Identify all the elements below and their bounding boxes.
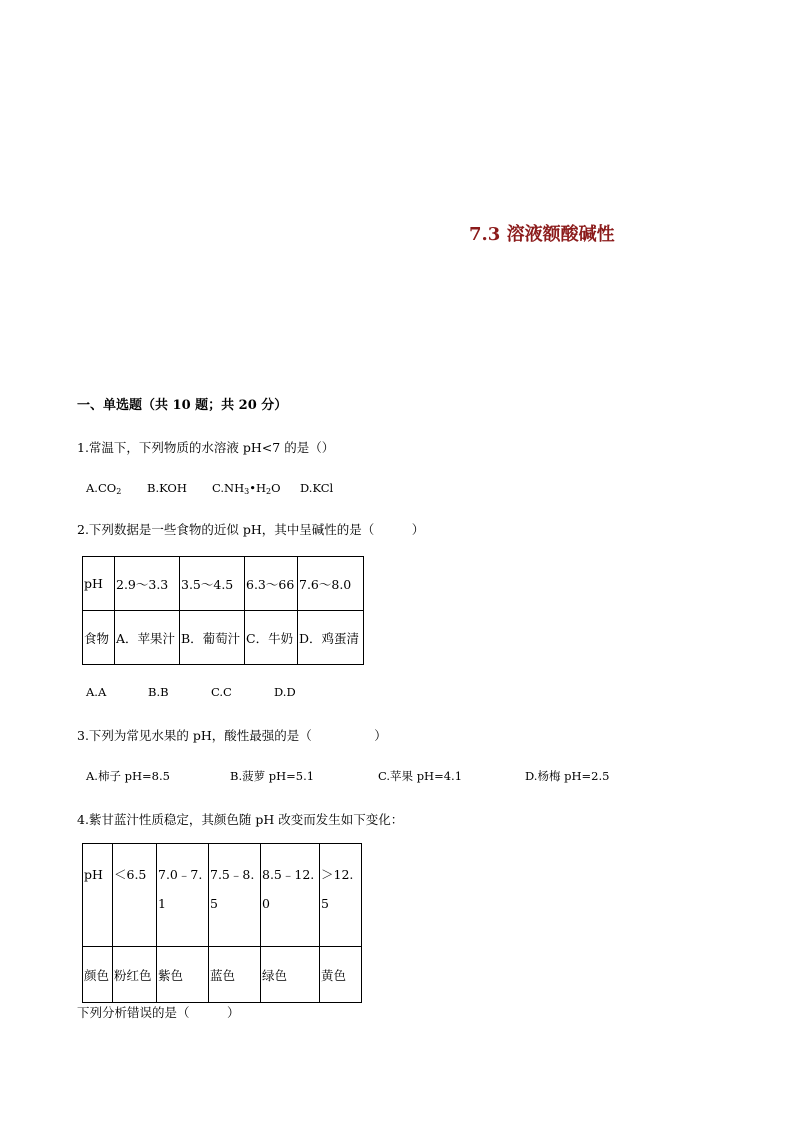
question-1-option-b: B.KOH — [147, 481, 187, 495]
table-cell: pH — [83, 844, 113, 947]
table-row — [83, 557, 364, 611]
table-cell: A．苹果汁 — [115, 611, 180, 665]
table-cell: 2.9～3.3 — [115, 557, 180, 611]
table-cell: 粉红色 — [113, 947, 157, 1003]
table-cell: pH — [83, 557, 115, 611]
table-cell: 食物 — [83, 611, 115, 665]
table-cell: 7.5﹣8.5 — [209, 844, 261, 947]
table-row — [83, 611, 364, 665]
table-cell: 绿色 — [261, 947, 320, 1003]
table-row — [83, 844, 362, 947]
question-2-option-c: C.C — [211, 685, 232, 699]
table-cell: ＜6.5 — [113, 844, 157, 947]
question-2-option-d: D.D — [274, 685, 296, 699]
question-2-option-a: A.A — [86, 685, 107, 699]
question-3-option-a: A.柿子 pH=8.5 — [86, 769, 170, 783]
question-2-option-b: B.B — [148, 685, 169, 699]
table-cell: C．牛奶 — [245, 611, 298, 665]
table-cell: 7.6～8.0 — [298, 557, 364, 611]
question-3-option-b: B.菠萝 pH=5.1 — [230, 769, 315, 783]
question-1-stem: 1.常温下，下列物质的水溶液 pH<7 的是（） — [77, 440, 335, 455]
table-cell: B．葡萄汁 — [180, 611, 245, 665]
table-cell: 颜色 — [83, 947, 113, 1003]
section-heading: 一、单选题（共 10 题；共 20 分） — [77, 398, 288, 413]
document-title: 7.3 溶液额酸碱性 — [469, 224, 615, 245]
question-1-option-a: $A.CO_2$ — [86, 481, 122, 496]
table-cell: D．鸡蛋清 — [298, 611, 364, 665]
table-cell: 8.5﹣12.0 — [261, 844, 320, 947]
table-cell: 7.0﹣7.1 — [157, 844, 209, 947]
table-cell: 紫色 — [157, 947, 209, 1003]
question-4-stem: 4.紫甘蓝汁性质稳定，其颜色随 pH 改变而发生如下变化： — [77, 812, 404, 827]
question-4-table — [82, 843, 362, 1003]
question-1-option-c: $C.NH_3•H_2O$ — [212, 481, 281, 496]
table-cell: ＞12.5 — [320, 844, 362, 947]
table-row — [83, 947, 362, 1003]
question-3-option-d: D.杨梅 pH=2.5 — [525, 769, 610, 783]
question-1-option-d: D.KCl — [300, 481, 334, 495]
table-cell: 黄色 — [320, 947, 362, 1003]
question-2-stem: 2.下列数据是一些食物的近似 pH，其中呈碱性的是（ ） — [77, 522, 425, 537]
question-3-option-c: C.苹果 pH=4.1 — [378, 769, 463, 783]
table-cell: 3.5～4.5 — [180, 557, 245, 611]
question-3-stem: 3.下列为常见水果的 pH，酸性最强的是（ ） — [77, 728, 387, 743]
table-cell: 蓝色 — [209, 947, 261, 1003]
question-4-followup: 下列分析错误的是（ ） — [77, 1005, 240, 1020]
table-cell: 6.3～66 — [245, 557, 298, 611]
question-2-table — [82, 556, 364, 665]
